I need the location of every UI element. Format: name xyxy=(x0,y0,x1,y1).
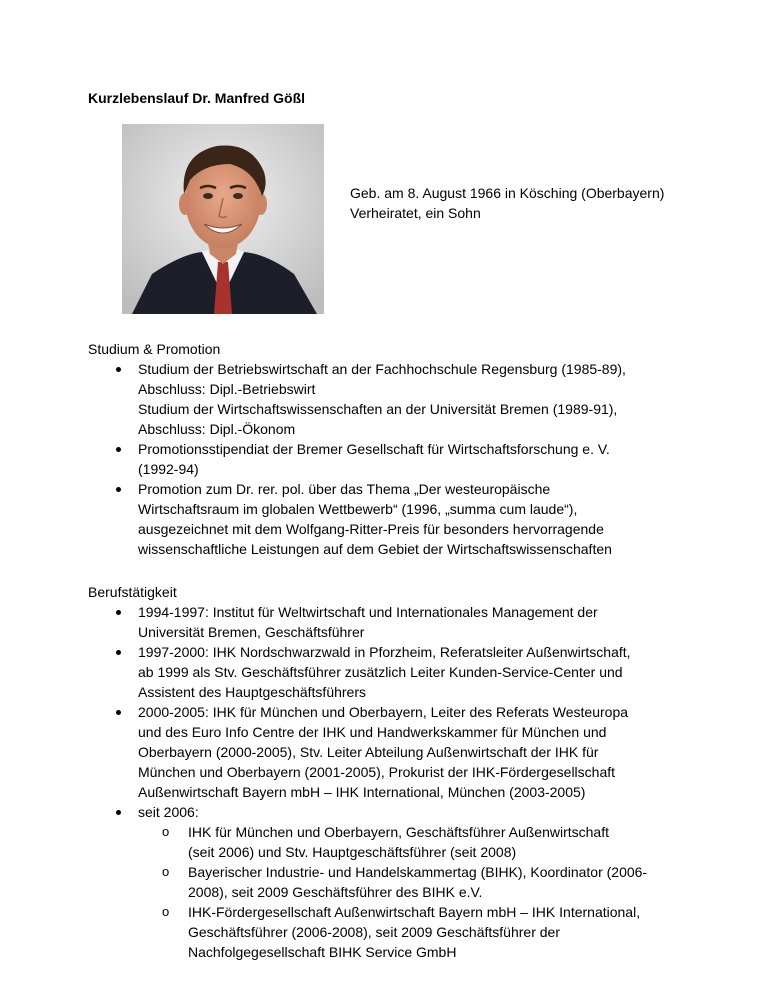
section-studium xyxy=(88,339,728,559)
list-item: Studium der Betriebswirtschaft an der Fachhochschule Regensburg (1985-89), Abschluss: Dipl.-Betriebswirt Studium der Wirtschaftswissenschaften an der Universität Bremen (1989-91), Abschluss: Dipl.-Ökonom xyxy=(88,359,728,439)
sub-list-item: o IHK-Fördergesellschaft Außenwirtschaft Bayern mbH – IHK International, Geschäftsführer (2006-2008), seit 2009 Geschäftsführer der Nachfolgegesellschaft BIHK Service GmbH xyxy=(138,902,728,962)
document-title: Kurzlebenslauf Dr. Manfred Gößl xyxy=(88,90,306,106)
bullet-list xyxy=(88,359,728,559)
family-info: Verheiratet, ein Sohn xyxy=(350,205,481,221)
sub-list-item: o Bayerischer Industrie- und Handelskammertag (BIHK), Koordinator (2006- 2008), seit 2009 Geschäftsführer des BIHK e.V. xyxy=(138,862,728,902)
list-item: 1997-2000: IHK Nordschwarzwald in Pforzheim, Referatsleiter Außenwirtschaft, ab 1999 als Stv. Geschäftsführer zusätzlich Leiter Kunden-Service-Center und Assistent des Hauptgeschäftsführers xyxy=(88,642,728,702)
section-heading: Berufstätigkeit xyxy=(88,584,177,600)
birth-info: Geb. am 8. August 1966 in Kösching (Oberbayern) xyxy=(350,185,665,201)
list-item: Promotionsstipendiat der Bremer Gesellschaft für Wirtschaftsforschung e. V. (1992-94) xyxy=(88,439,728,479)
sub-list xyxy=(138,822,728,962)
personal-facts xyxy=(350,183,664,223)
portrait-image xyxy=(122,124,324,314)
list-item: 1994-1997: Institut für Weltwirtschaft und Internationales Management der Universität Bremen, Geschäftsführer xyxy=(88,602,728,642)
list-item: seit 2006: o IHK für München und Oberbayern, Geschäftsführer Außenwirtschaft (seit 2006) und Stv. Hauptgeschäftsführer (seit 2008) o Bayerischer Industrie- und Handelskammertag (BIHK), Koordinator (2006- 2008), seit 2009 Geschäftsführer des BIHK e.V. o IHK-Fördergesellschaft Außenwirtschaft Bayern mbH – IHK International, Geschäftsführer (2006-2008), seit 2009 Geschäftsführer der Nachfolgegesellschaft BIHK Service GmbH xyxy=(88,802,728,962)
bullet-list xyxy=(88,602,728,962)
portrait-photo xyxy=(122,124,324,314)
list-item: 2000-2005: IHK für München und Oberbayern, Leiter des Referats Westeuropa und des Euro Info Centre der IHK und Handwerkskammer für München und Oberbayern (2000-2005), Stv. Leiter Abteilung Außenwirtschaft der IHK für München und Oberbayern (2001-2005), Prokurist der IHK-Fördergesellschaft Außenwirtschaft Bayern mbH – IHK International, München (2003-2005) xyxy=(88,702,728,802)
section-beruf xyxy=(88,582,728,962)
sub-list-item: o IHK für München und Oberbayern, Geschäftsführer Außenwirtschaft (seit 2006) und Stv. Hauptgeschäftsführer (seit 2008) xyxy=(138,822,728,862)
section-heading: Studium & Promotion xyxy=(88,341,221,357)
list-item: Promotion zum Dr. rer. pol. über das Thema „Der westeuropäische Wirtschaftsraum im globalen Wettbewerb“ (1996, „summa cum laude“), ausgezeichnet mit dem Wolfgang-Ritter-Preis für besonders hervorragende wissenschaftliche Leistungen auf dem Gebiet der Wirtschaftswissenschaften xyxy=(88,479,728,559)
